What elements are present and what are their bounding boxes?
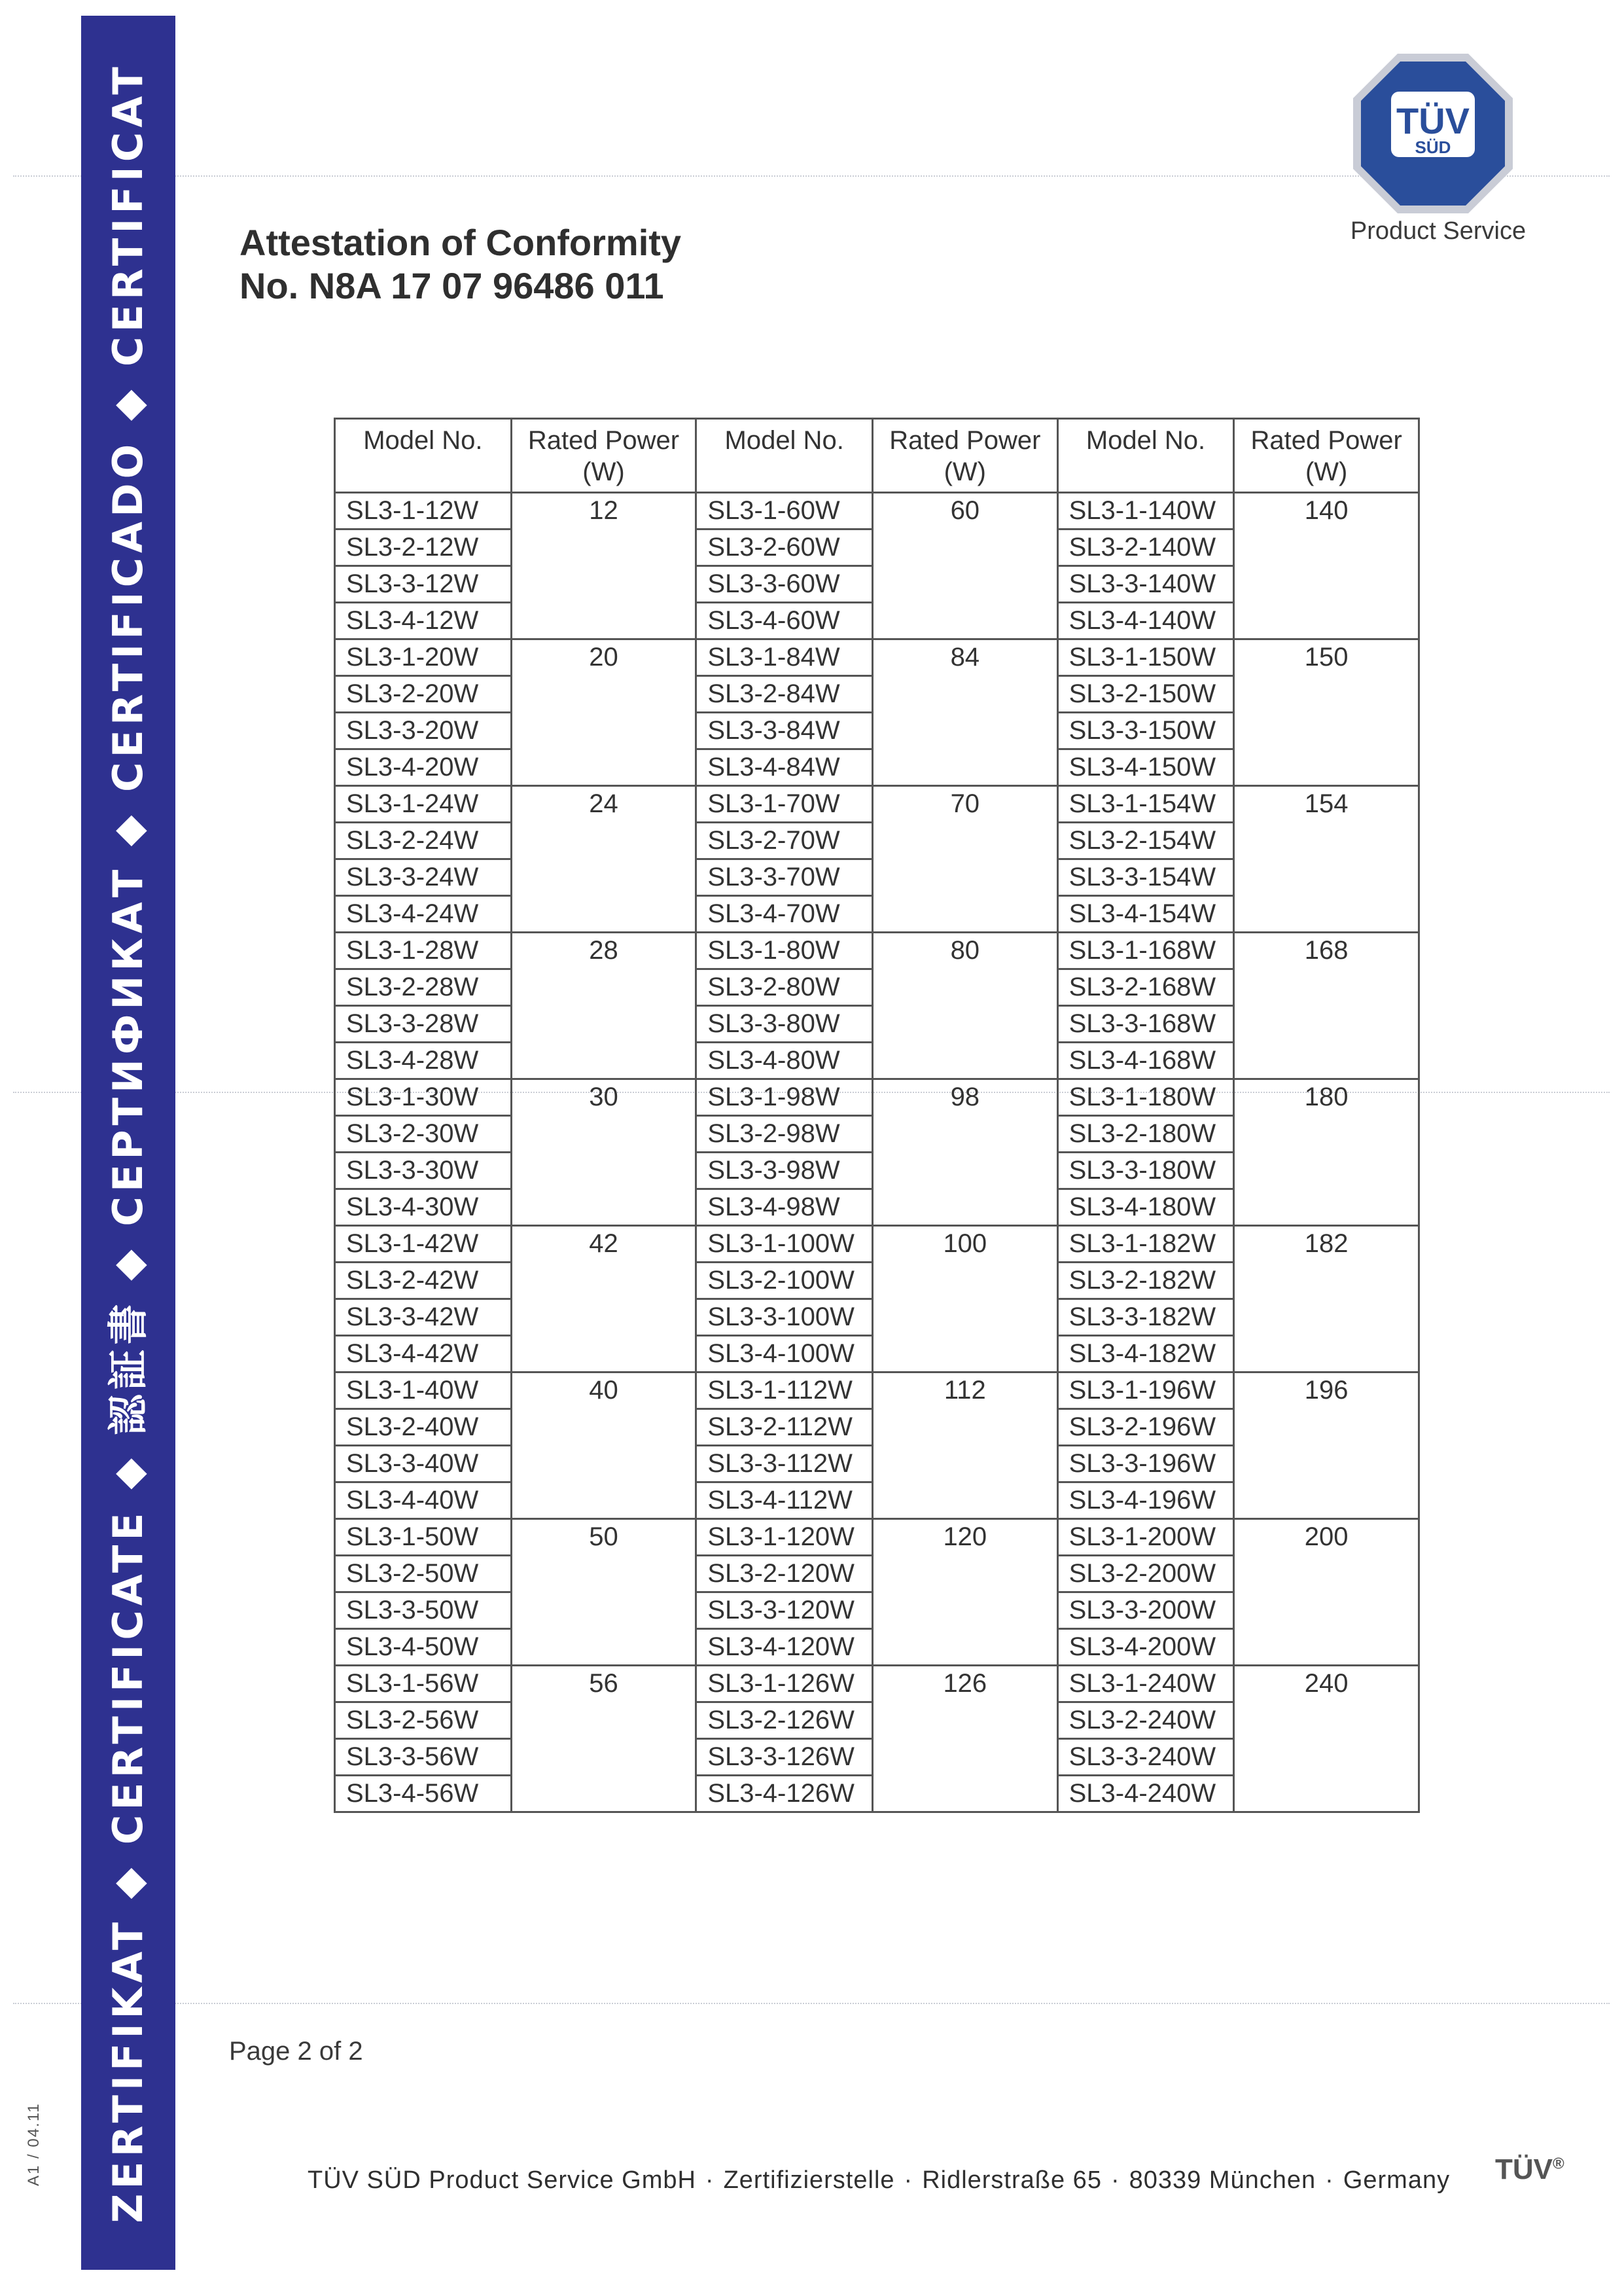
model-cell: SL3-1-28W [335, 933, 512, 969]
title-line-1: Attestation of Conformity [239, 222, 682, 263]
model-cell: SL3-2-84W [696, 676, 873, 713]
model-cell: SL3-2-154W [1057, 823, 1234, 859]
rated-power-cell: 154 [1234, 786, 1419, 933]
tuv-sud-logo [1348, 48, 1518, 219]
table-row [335, 1372, 1419, 1409]
model-cell: SL3-2-112W [696, 1409, 873, 1446]
model-cell: SL3-3-180W [1057, 1153, 1234, 1189]
model-cell: SL3-4-84W [696, 749, 873, 786]
rated-power-cell: 42 [511, 1226, 696, 1372]
table-row [335, 1079, 1419, 1116]
header-rated-power-2: Rated Power (W) [873, 419, 1058, 493]
table-row [335, 493, 1419, 529]
rated-power-cell: 28 [511, 933, 696, 1079]
model-cell: SL3-4-182W [1057, 1336, 1234, 1372]
model-cell: SL3-1-70W [696, 786, 873, 823]
rated-power-cell: 30 [511, 1079, 696, 1226]
model-cell: SL3-1-154W [1057, 786, 1234, 823]
model-cell: SL3-4-180W [1057, 1189, 1234, 1226]
model-cell: SL3-2-50W [335, 1556, 512, 1592]
model-cell: SL3-4-150W [1057, 749, 1234, 786]
model-cell: SL3-2-240W [1057, 1702, 1234, 1739]
rated-power-cell: 60 [873, 493, 1058, 639]
model-cell: SL3-4-196W [1057, 1482, 1234, 1519]
rated-power-cell: 56 [511, 1666, 696, 1812]
model-cell: SL3-3-42W [335, 1299, 512, 1336]
model-cell: SL3-3-60W [696, 566, 873, 603]
model-cell: SL3-4-56W [335, 1776, 512, 1812]
model-cell: SL3-4-98W [696, 1189, 873, 1226]
model-cell: SL3-1-240W [1057, 1666, 1234, 1702]
logo-caption: Product Service [1350, 217, 1527, 245]
model-cell: SL3-3-140W [1057, 566, 1234, 603]
model-cell: SL3-4-154W [1057, 896, 1234, 933]
model-cell: SL3-1-60W [696, 493, 873, 529]
rated-power-cell: 100 [873, 1226, 1058, 1372]
model-cell: SL3-3-80W [696, 1006, 873, 1043]
model-cell: SL3-4-40W [335, 1482, 512, 1519]
model-cell: SL3-3-56W [335, 1739, 512, 1776]
model-cell: SL3-2-60W [696, 529, 873, 566]
side-band-text: ZERTIFIKAT ◆ CERTIFICATE ◆ 認証書 ◆ СЕРТИФИКАТ ◆ CERTIFICADO ◆ CERTIFICAT [104, 62, 152, 2223]
model-cell: SL3-4-112W [696, 1482, 873, 1519]
model-cell: SL3-1-180W [1057, 1079, 1234, 1116]
model-cell: SL3-3-84W [696, 713, 873, 749]
rated-power-cell: 240 [1234, 1666, 1419, 1812]
footer-address: TÜV SÜD Product Service GmbH · Zertifizierstelle · Ridlerstraße 65 · 80339 München · Germany [308, 2166, 1451, 2194]
model-cell: SL3-3-40W [335, 1446, 512, 1482]
rated-power-cell: 182 [1234, 1226, 1419, 1372]
model-cell: SL3-2-80W [696, 969, 873, 1006]
model-cell: SL3-1-12W [335, 493, 512, 529]
model-cell: SL3-2-200W [1057, 1556, 1234, 1592]
fold-line-bottom [13, 2003, 1610, 2004]
table-row [335, 1519, 1419, 1556]
table-row [335, 786, 1419, 823]
model-cell: SL3-4-28W [335, 1043, 512, 1079]
rated-power-cell: 24 [511, 786, 696, 933]
rated-power-cell: 12 [511, 493, 696, 639]
model-cell: SL3-4-168W [1057, 1043, 1234, 1079]
rated-power-cell: 20 [511, 639, 696, 786]
model-cell: SL3-3-150W [1057, 713, 1234, 749]
rated-power-cell: 200 [1234, 1519, 1419, 1666]
rated-power-cell: 84 [873, 639, 1058, 786]
table-row [335, 933, 1419, 969]
model-cell: SL3-2-20W [335, 676, 512, 713]
table-row [335, 1666, 1419, 1702]
footer-city: 80339 München [1129, 2166, 1316, 2194]
model-cell: SL3-3-70W [696, 859, 873, 896]
model-cell: SL3-1-56W [335, 1666, 512, 1702]
footer-tuv-mark: TÜV® [1495, 2153, 1564, 2185]
header-rated-power-1: Rated Power (W) [511, 419, 696, 493]
model-cell: SL3-3-24W [335, 859, 512, 896]
model-cell: SL3-1-200W [1057, 1519, 1234, 1556]
model-cell: SL3-3-240W [1057, 1739, 1234, 1776]
model-cell: SL3-1-98W [696, 1079, 873, 1116]
model-cell: SL3-3-120W [696, 1592, 873, 1629]
models-table [334, 418, 1420, 1813]
model-cell: SL3-4-50W [335, 1629, 512, 1666]
model-cell: SL3-3-98W [696, 1153, 873, 1189]
model-cell: SL3-1-100W [696, 1226, 873, 1263]
model-cell: SL3-2-150W [1057, 676, 1234, 713]
table-row [335, 639, 1419, 676]
footer-country: Germany [1343, 2166, 1451, 2194]
header-model-no-3: Model No. [1057, 419, 1234, 493]
page-number: Page 2 of 2 [229, 2037, 363, 2066]
rated-power-cell: 168 [1234, 933, 1419, 1079]
model-cell: SL3-1-120W [696, 1519, 873, 1556]
model-cell: SL3-4-126W [696, 1776, 873, 1812]
rated-power-cell: 70 [873, 786, 1058, 933]
model-cell: SL3-4-200W [1057, 1629, 1234, 1666]
model-cell: SL3-1-50W [335, 1519, 512, 1556]
model-cell: SL3-4-240W [1057, 1776, 1234, 1812]
model-cell: SL3-4-100W [696, 1336, 873, 1372]
model-cell: SL3-2-12W [335, 529, 512, 566]
footer-certification-body: Zertifizierstelle [723, 2166, 895, 2194]
model-cell: SL3-1-112W [696, 1372, 873, 1409]
rated-power-cell: 120 [873, 1519, 1058, 1666]
footer-company: TÜV SÜD Product Service GmbH [308, 2166, 696, 2194]
model-cell: SL3-2-98W [696, 1116, 873, 1153]
model-cell: SL3-3-50W [335, 1592, 512, 1629]
model-cell: SL3-3-196W [1057, 1446, 1234, 1482]
rated-power-cell: 112 [873, 1372, 1058, 1519]
model-cell: SL3-2-24W [335, 823, 512, 859]
model-cell: SL3-1-20W [335, 639, 512, 676]
header-model-no-1: Model No. [335, 419, 512, 493]
model-cell: SL3-2-140W [1057, 529, 1234, 566]
footer-street: Ridlerstraße 65 [922, 2166, 1102, 2194]
model-cell: SL3-3-182W [1057, 1299, 1234, 1336]
header-model-no-2: Model No. [696, 419, 873, 493]
model-cell: SL3-1-182W [1057, 1226, 1234, 1263]
rated-power-cell: 50 [511, 1519, 696, 1666]
model-cell: SL3-2-168W [1057, 969, 1234, 1006]
model-cell: SL3-3-126W [696, 1739, 873, 1776]
model-cell: SL3-2-56W [335, 1702, 512, 1739]
model-cell: SL3-3-20W [335, 713, 512, 749]
certificate-side-band [81, 16, 175, 2270]
rated-power-cell: 180 [1234, 1079, 1419, 1226]
model-cell: SL3-3-200W [1057, 1592, 1234, 1629]
model-cell: SL3-2-100W [696, 1263, 873, 1299]
model-cell: SL3-2-70W [696, 823, 873, 859]
model-cell: SL3-2-120W [696, 1556, 873, 1592]
model-cell: SL3-3-154W [1057, 859, 1234, 896]
table-body [335, 493, 1419, 1812]
model-cell: SL3-1-30W [335, 1079, 512, 1116]
model-cell: SL3-4-20W [335, 749, 512, 786]
logo-top-text: TÜV [1396, 100, 1470, 141]
model-cell: SL3-1-40W [335, 1372, 512, 1409]
model-cell: SL3-4-42W [335, 1336, 512, 1372]
model-cell: SL3-2-196W [1057, 1409, 1234, 1446]
model-cell: SL3-2-126W [696, 1702, 873, 1739]
logo-bottom-text: SÜD [1415, 137, 1451, 157]
model-cell: SL3-1-84W [696, 639, 873, 676]
model-cell: SL3-1-126W [696, 1666, 873, 1702]
model-cell: SL3-2-28W [335, 969, 512, 1006]
model-cell: SL3-1-80W [696, 933, 873, 969]
model-cell: SL3-2-40W [335, 1409, 512, 1446]
model-cell: SL3-1-24W [335, 786, 512, 823]
table-row [335, 1226, 1419, 1263]
model-cell: SL3-1-140W [1057, 493, 1234, 529]
model-cell: SL3-4-24W [335, 896, 512, 933]
model-cell: SL3-4-140W [1057, 603, 1234, 639]
model-cell: SL3-2-180W [1057, 1116, 1234, 1153]
model-cell: SL3-3-28W [335, 1006, 512, 1043]
rated-power-cell: 196 [1234, 1372, 1419, 1519]
certificate-number: No. N8A 17 07 96486 011 [239, 265, 664, 306]
model-cell: SL3-1-150W [1057, 639, 1234, 676]
document-title [239, 221, 681, 308]
form-code: A1 / 04.11 [25, 2102, 43, 2186]
model-cell: SL3-4-30W [335, 1189, 512, 1226]
model-cell: SL3-4-120W [696, 1629, 873, 1666]
model-cell: SL3-3-12W [335, 566, 512, 603]
model-cell: SL3-1-42W [335, 1226, 512, 1263]
header-rated-power-3: Rated Power (W) [1234, 419, 1419, 493]
model-cell: SL3-2-42W [335, 1263, 512, 1299]
rated-power-cell: 40 [511, 1372, 696, 1519]
model-cell: SL3-3-168W [1057, 1006, 1234, 1043]
rated-power-cell: 126 [873, 1666, 1058, 1812]
rated-power-cell: 150 [1234, 639, 1419, 786]
model-cell: SL3-3-100W [696, 1299, 873, 1336]
model-cell: SL3-3-112W [696, 1446, 873, 1482]
model-cell: SL3-1-196W [1057, 1372, 1234, 1409]
model-cell: SL3-2-30W [335, 1116, 512, 1153]
model-cell: SL3-4-80W [696, 1043, 873, 1079]
model-cell: SL3-4-60W [696, 603, 873, 639]
model-cell: SL3-3-30W [335, 1153, 512, 1189]
model-cell: SL3-1-168W [1057, 933, 1234, 969]
model-cell: SL3-2-182W [1057, 1263, 1234, 1299]
rated-power-cell: 80 [873, 933, 1058, 1079]
table-header-row [335, 419, 1419, 493]
model-cell: SL3-4-12W [335, 603, 512, 639]
rated-power-cell: 140 [1234, 493, 1419, 639]
rated-power-cell: 98 [873, 1079, 1058, 1226]
model-cell: SL3-4-70W [696, 896, 873, 933]
